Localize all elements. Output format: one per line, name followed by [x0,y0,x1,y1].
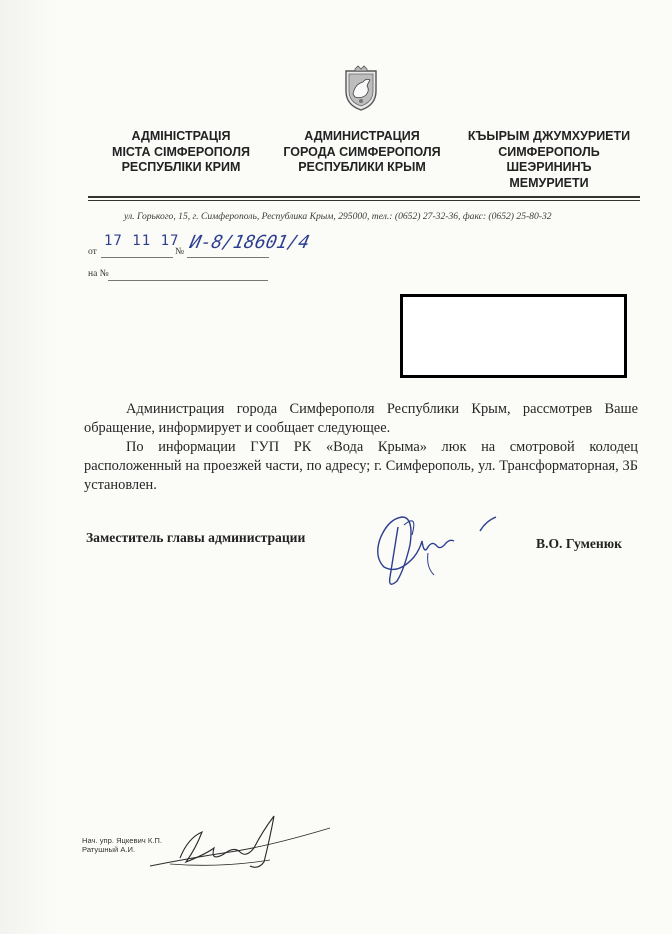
header-ukrainian-line: МІСТА СІМФЕРОПОЛЯ [112,144,250,159]
header-russian [270,129,454,176]
date-underline [101,257,173,258]
redacted-recipient-box [400,294,627,378]
header-russian-line: РЕСПУБЛИКИ КРЫМ [298,160,426,174]
header-crimean-tatar-line: ШЕЭРИНИНЪ [506,160,592,174]
reply-number-underline [108,280,268,281]
signatory-name: В.О. Гуменюк [536,536,622,551]
handwritten-date: 17 11 17 [104,233,180,249]
body-paragraph: По информации ГУП РК «Вода Крыма» люк на смотровой колодец расположенный на проезжей части, по адресу; г. Симферополь, ул. Трансформаторная, 3Б установлен. [84,439,638,493]
header-crimean-tatar-line: МЕМУРИЕТИ [509,175,589,190]
header-crimean-tatar-line: КЪЫРЫМ ДЖУМХУРИЕТИ [467,129,631,143]
handwritten-number: И-8/18601/4 [187,232,312,253]
header-crimean-tatar-line: СИМФЕРОПОЛЬ [498,144,600,159]
address-line: ул. Горького, 15, г. Симферополь, Республика Крым, 295000, тел.: (0652) 27-32-36, факс: (0652) 25-80-32 [124,211,552,222]
header-russian-line: ГОРОДА СИМФЕРОПОЛЯ [283,144,441,159]
number-underline [187,257,269,258]
reply-number-label: на № [88,269,109,279]
footer-line: Нач. упр. Яцкевич К.П. [82,836,162,845]
body-paragraph: Администрация города Симферополя Республики Крым, рассмотрев Ваше обращение, информирует и сообщает следующее. [84,401,638,436]
header-divider [88,196,640,198]
signatory-title: Заместитель главы администрации [86,530,306,545]
scan-edge-shadow [0,0,60,934]
coat-of-arms-icon [343,65,379,111]
footer-line: Ратушный А.И. [82,845,136,854]
header-ukrainian [96,129,266,176]
header-crimean-tatar [458,129,640,191]
executor-signature [150,808,335,878]
letter-body [84,400,638,495]
header-divider-thin [88,200,640,201]
signature-tick-mark [478,515,498,533]
number-label: № [175,247,185,257]
executor-footer [82,836,162,854]
header-russian-line: АДМИНИСТРАЦИЯ [304,129,420,143]
header-ukrainian-line: РЕСПУБЛІКИ КРИМ [121,160,241,174]
header-ukrainian-line: АДМІНІСТРАЦІЯ [131,129,231,143]
from-label: от [88,247,97,257]
